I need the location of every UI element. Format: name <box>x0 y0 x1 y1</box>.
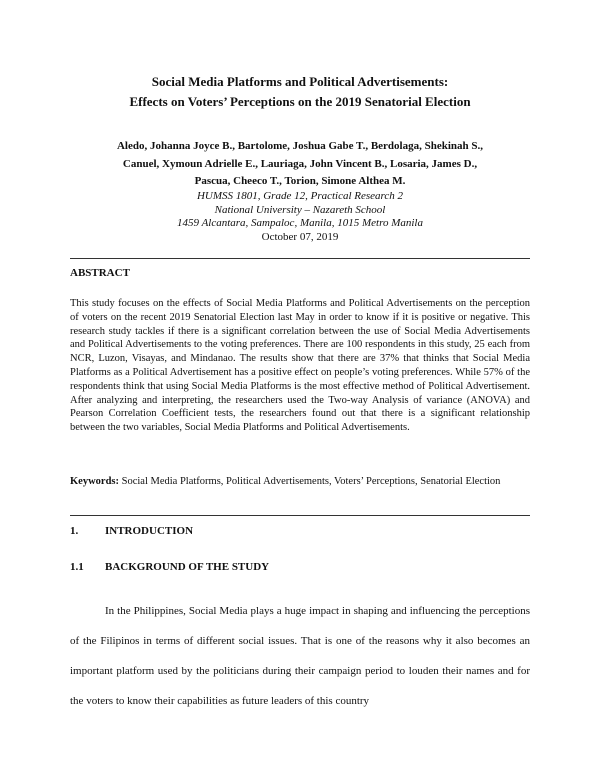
title-line-1: Social Media Platforms and Political Advertisements: <box>151 74 449 89</box>
authors-line-2: Canuel, Xymoun Adrielle E., Lauriaga, John Vincent B., Losaria, James D., <box>122 157 478 170</box>
section-title: INTRODUCTION <box>105 525 194 537</box>
abstract-heading: ABSTRACT <box>70 267 130 279</box>
section-background-heading <box>70 561 269 573</box>
section-introduction-heading <box>70 525 193 537</box>
divider-top <box>70 258 530 259</box>
affiliation-block <box>90 190 510 244</box>
authors-line-3: Pascua, Cheeco T., Torion, Simone Althea M. <box>194 175 406 187</box>
divider-bottom <box>70 515 530 516</box>
keywords-line <box>70 475 530 489</box>
title-line-2: Effects on Voters’ Perceptions on the 2019 Senatorial Election <box>129 94 471 109</box>
affiliation-section: HUMSS 1801, Grade 12, Practical Research 2 <box>196 190 404 202</box>
authors-line-1: Aledo, Johanna Joyce B., Bartolome, Joshua Gabe T., Berdolaga, Shekinah S., <box>116 140 483 152</box>
subsection-title: BACKGROUND OF THE STUDY <box>105 561 270 573</box>
body-paragraph: In the Philippines, Social Media plays a huge impact in shaping and influencing the perceptions of the Filipinos in terms of different social issues. That is one of the reasons why it also becomes an important platform used by the politicians during their campaign period to louden their names and for the voters to know their capabilities as future leaders of this country <box>70 605 530 707</box>
subsection-number: 1.1 <box>70 561 84 573</box>
paper-date: October 07, 2019 <box>261 230 339 243</box>
affiliation-address: 1459 Alcantara, Sampaloc, Manila, 1015 Metro Manila <box>177 217 423 229</box>
keywords-text: Social Media Platforms, Political Advertisements, Voters’ Perceptions, Senatorial Election <box>119 476 501 487</box>
author-list <box>90 138 510 191</box>
paper-title <box>70 72 530 112</box>
section-number: 1. <box>70 525 79 537</box>
affiliation-school: National University – Nazareth School <box>214 203 386 216</box>
abstract-text: This study focuses on the effects of Social Media Platforms and Political Advertisements on the perception of voters on the recent 2019 Senatorial Election last May in order to know if it is positive or negative. This research study tackles if there is a significant correlation between the use of Social Media Advertisements and Political Advertisements to the voting preferences. There are 100 respondents in this study, 25 each from NCR, Luzon, Visayas, and Mindanao. The results show that there are 37% that thinks that Social Media Platforms as a Political Advertisement has a positive effect on people’s voting preferences. While 57% of the respondents think that using Social Media Platforms is the most effective method of Political Advertisement. After analyzing and interpreting, the researchers used the Two-way Analysis of variance (ANOVA) and Pearson Correlation Coefficient tests, the researchers found out that there is a significant relationship between the two variables, Social Media Platforms and Political Advertisements. <box>70 298 530 434</box>
keywords-label: Keywords: <box>70 476 119 487</box>
